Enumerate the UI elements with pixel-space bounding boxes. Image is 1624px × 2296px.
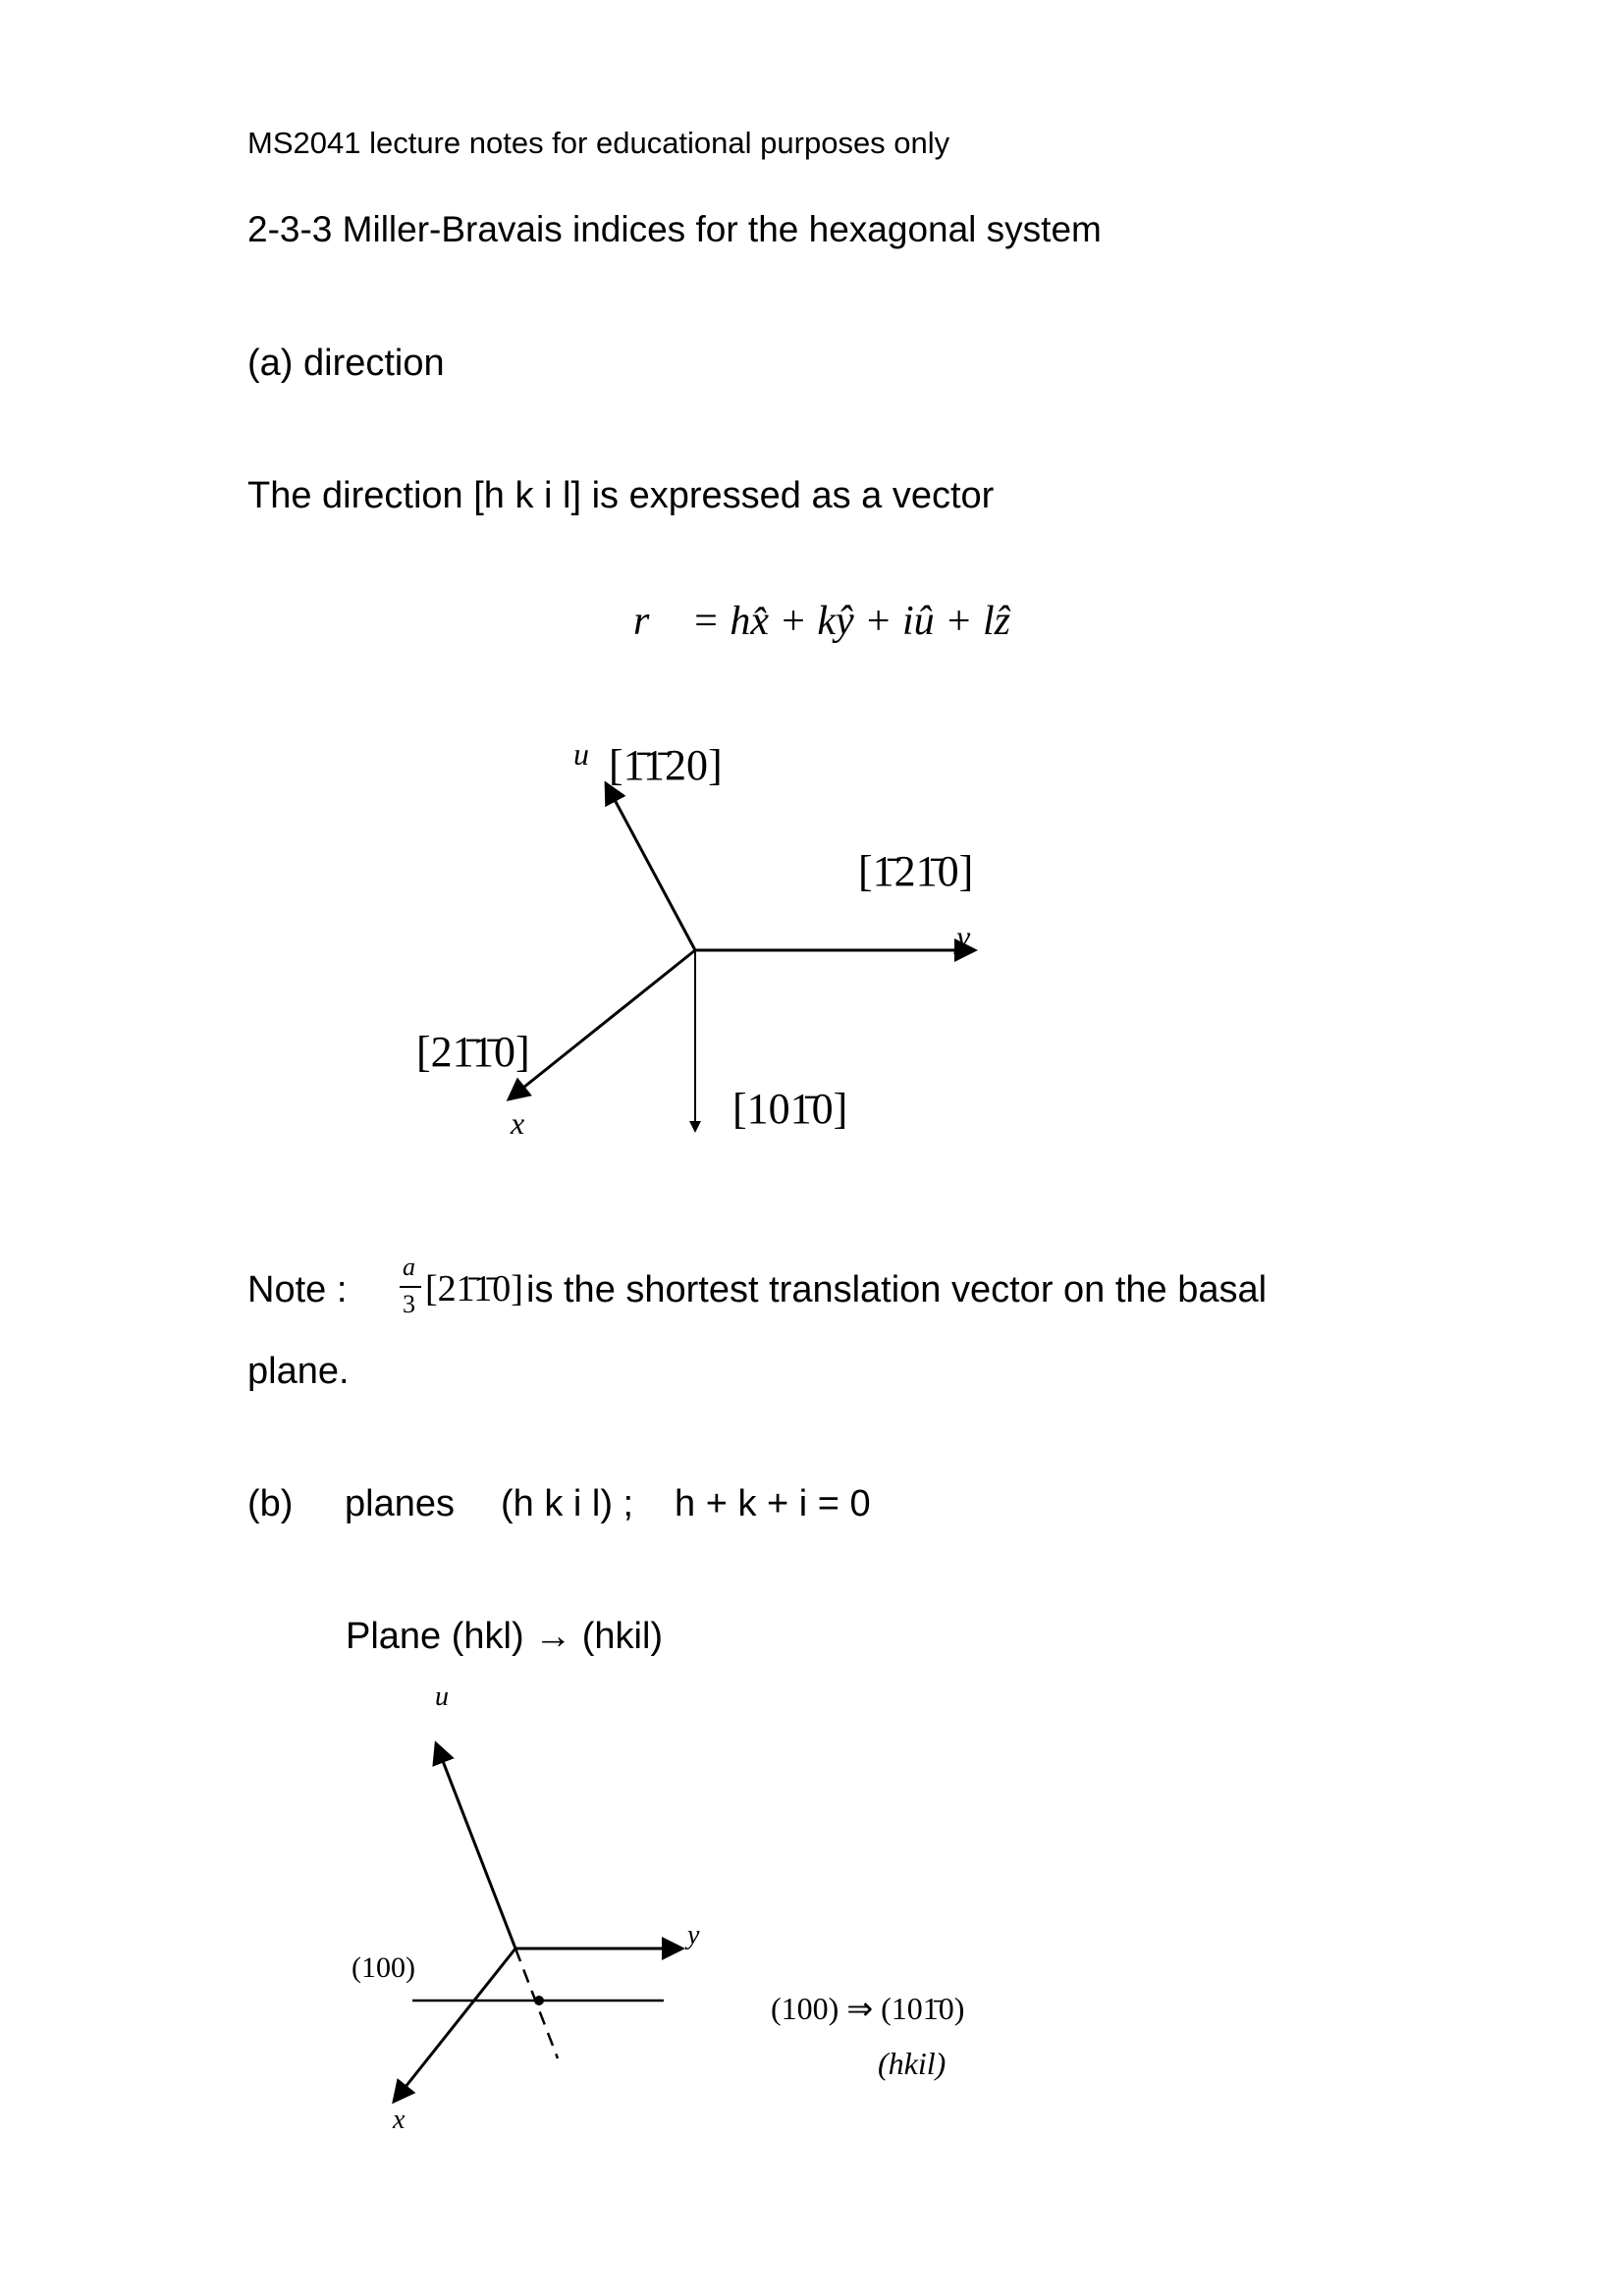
x-axis-arrow	[509, 950, 695, 1099]
plane-y-axis-label: y	[687, 1920, 700, 1950]
plane-conversion: (100) ⇒ (101̄0)	[771, 1991, 965, 2026]
direction-label-y: [1̄21̄0]	[858, 847, 974, 895]
plane-label-100: (100)	[352, 1951, 415, 1984]
plane-notation: (h k i l) ;	[501, 1483, 634, 1524]
subsection-heading-direction: (a) direction	[247, 343, 445, 384]
note-vector: [21̄1̄0]	[425, 1268, 523, 1309]
note-label: Note :	[247, 1269, 348, 1310]
index-condition: h + k + i = 0	[675, 1483, 871, 1524]
u-axis-arrow	[606, 783, 695, 950]
note-fraction-denominator: 3	[403, 1290, 415, 1318]
direction-sentence: The direction [h k i l] is expressed as a vector	[247, 475, 995, 516]
intersection-dot	[534, 1996, 544, 2005]
plane-x-axis-label: x	[393, 2105, 406, 2135]
plane-conversion-note: (hkil)	[878, 2046, 947, 2081]
note-fraction-numerator: a	[403, 1253, 415, 1281]
subsection-word-planes: planes	[345, 1483, 455, 1524]
direction-label-x: [21̄1̄0]	[416, 1028, 530, 1076]
plane-conversion-heading: Plane (hkl) → (hkil)	[346, 1616, 664, 1657]
section-title: 2-3-3 Miller-Bravais indices for the hexagonal system	[247, 209, 1102, 249]
note-fraction-bar	[400, 1286, 421, 1288]
plane-u-axis-label: u	[435, 1682, 449, 1712]
plane-u-axis-arrow	[436, 1743, 515, 1949]
x-axis-label: x	[511, 1105, 525, 1141]
vector-equation: r⃗ = hx̂ + kŷ + iû + lẑ	[633, 599, 1010, 644]
u-axis-label: u	[573, 736, 589, 772]
note-text: is the shortest translation vector on the basal	[526, 1269, 1268, 1310]
note-text-continuation: plane.	[247, 1351, 350, 1392]
subsection-label-b: (b)	[247, 1483, 294, 1524]
direction-label-down: [101̄0]	[732, 1085, 848, 1133]
y-axis-label: y	[956, 919, 971, 954]
direction-label-u: [1̄1̄20]	[609, 741, 723, 789]
page-header: MS2041 lecture notes for educational purposes only	[247, 126, 950, 160]
